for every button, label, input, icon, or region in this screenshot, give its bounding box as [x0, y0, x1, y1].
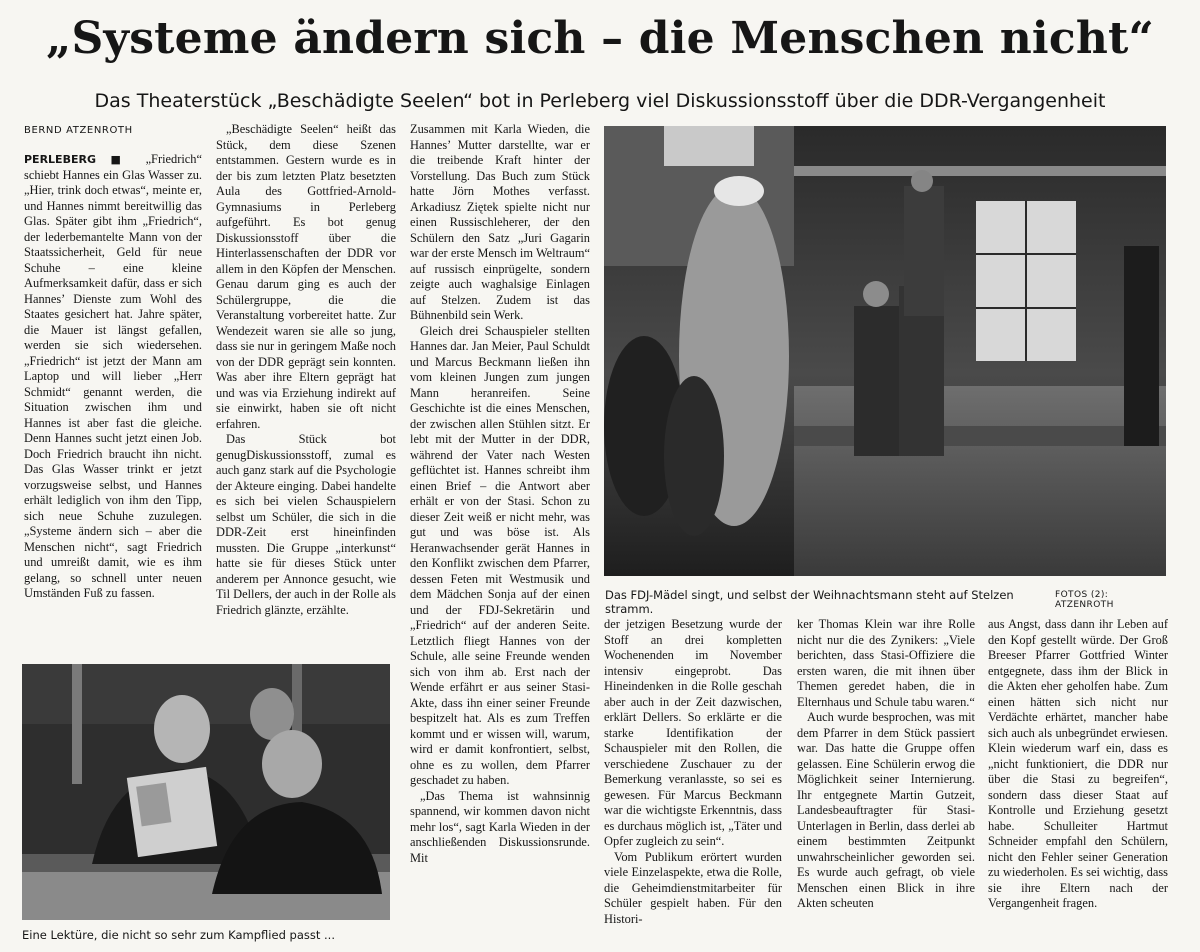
paragraph: der jetzigen Besetzung wurde der Stoff an drei kompletten Wochenenden im November intensiv eingeprobt. Das Hineindenken in die Rolle geschah aber auch in der Zeit dazwischen, erklärt Dellers. So erklärte er die starke Identifikation der Schauspieler mit den Rollen, die verschiedene Zuschauer zu der Bemerkung veranlasste, so sei es gewesen. Für Marcus Beckmann war die wichtigste Erkenntnis, dass es durchaus möglich ist, „Täter und Opfer zugleich zu sein“.	[604, 617, 782, 848]
stage-photo-caption: Das FDJ-Mädel singt, und selbst der Weihnachtsmann steht auf Stelzen stramm.	[605, 588, 1014, 616]
paragraph: „Friedrich“ schiebt Hannes ein Glas Wasser zu. „Hier, trink doch etwas“, meinte er, und Hannes nimmt bereitwillig das Glas. Später gibt ihm „Friedrich“, der lederbemantelte Mann von der Staatssicherheit, Geld für neue Schuhe – eine kleine Aufmerksamkeit dafür, dass er sich Hannes’ Dienste zum Wohl des Staates gesichert hat. Jahre später, die Mauer ist längst gefallen, werden sie sich wiedersehen. „Friedrich“ ist jetzt der Mann am Laptop und will lieber „Herr Schmidt“ genannt werden, die Situation zwischen ihm und Hannes ist aber fast die gleiche. Denn Hannes sucht jetzt einen Job. Doch Friedrich braucht ihn nicht. Das Glas Wasser trinkt er jetzt vorzugsweise selbst, und Hannes erhält lediglich von ihm den Tipp, sich neue Schuhe zuzulegen. „Systeme ändern sich – aber die Menschen nicht“, sagt Friedrich und umreißt damit, wie es ihm gelang, so schnell unter neuen Umständen Fuß zu fassen.	[24, 152, 202, 600]
byline: BERND ATZENROTH	[24, 125, 133, 136]
paragraph: Auch wurde besprochen, was mit dem Pfarrer in dem Stück passiert war. Das hatte die Gruppe offen gelassen. Eine Schülerin erwog die Möglichkeit seiner Internierung. Ihr entgegnete Martin Gutzeit, Landesbeauftragter für Stasi-Unterlagen in Berlin, dass derlei ab einem bestimmten Zeitpunkt unwahrscheinlicher geworden sei. Es wurde auch gefragt, ob viele Menschen einen Blick in ihre Akten scheuten	[797, 710, 975, 910]
paragraph: ker Thomas Klein war ihre Rolle nicht nur die des Zynikers: „Viele berichten, dass Stasi-Offiziere die ersten waren, die mit ihnen über Themen geredet haben, die in Elternhaus und Schule tabu waren.“	[797, 617, 975, 709]
paragraph: Gleich drei Schauspieler stellten Hannes dar. Jan Meier, Paul Schuldt und Marcus Beckmann ließen ihn vom kleinen Jungen zum jungen Mann heranreifen. Seine Geschichte ist die eines Menschen, der zwischen allen Stühlen sitzt. Er lebt mit der Mutter in der DDR, während der Vater nach Westen geflüchtet ist. Hannes schreibt ihm einen Brief – die Antwort aber erhält er von der Stasi. Schon zu dieser Zeit weiß er nicht mehr, was gut und was böse ist. Als Heranwachsender gerät Hannes in den Konflikt zwischen dem Pfarrer, dessen Feten mit Westmusik und dem Mädchen Sonja auf der einen und der FDJ-Sekretärin und „Friedrich“ auf der anderen Seite. Letztlich fliegt Hannes von der Schule, alle seine Freunde wenden sich von ihm ab. Erst nach der Wende erfährt er aus seiner Stasi-Akte, dass ihn einer seiner Freunde bespitzelt hat. Als es zum Treffen kommt und er wissen will, warum, wird er damit konfrontiert, selbst, ohne es zu wollen, dem Pfarrer geschadet zu haben.	[410, 323, 590, 787]
column-1	[24, 152, 202, 602]
headline: „Systeme ändern sich – die Menschen nicht“	[45, 13, 1155, 64]
reading-photo-caption: Eine Lektüre, die nicht so sehr zum Kampflied passt ...	[22, 928, 335, 942]
dateline: PERLEBERG ■	[24, 153, 132, 166]
reading-photo	[22, 664, 390, 920]
photo-credit: FOTOS (2): ATZENROTH	[1055, 590, 1114, 610]
paragraph: aus Angst, dass dann ihr Leben auf den Kopf gestellt würde. Der Groß Breeser Pfarrer Gottfried Winter entgegnete, dass ihm der Blick in die Akten eher geholfen habe. Zum einen hätten sich nicht nur Verdächte erhärtet, mancher habe sich auch als unbegründet erwiesen. Klein wiederum warf ein, dass es „nicht funktioniert, die DDR nur über die Stasi zu begreifen“, sondern dass dieser Staat auf Kontrolle und Erziehung gesetzt habe. Schulleiter Hartmut Schneider empfahl den Schülern, nicht den Fehler seiner Generation zu wiederholen. Es sei wichtig, dass sie ihre Eltern nach der Vergangenheit fragen.	[988, 617, 1168, 910]
paragraph: Vom Publikum erörtert wurden viele Einzelaspekte, etwa die Rolle, die Geheimdienstmitarbeiter für Schüler gespielt haben. Für den Histori-	[604, 849, 782, 926]
stage-photo-image	[604, 126, 1166, 576]
paragraph: Das Stück bot genugDiskussionsstoff, zumal es auch ganz stark auf die Psychologie der Akteure einging. Dabei handelte es sich bei vielen Schauspielern selbst um Schüler, die sich in die DDR-Zeit erst hineinfinden mussten. Die Gruppe „interkunst“ hatte sie für dieses Stück unter anderem per Annonce gesucht, wie Til Dellers, der auch in der Rolle als Friedrich glänzte, erzählte.	[216, 432, 396, 617]
stage-photo	[604, 126, 1166, 576]
column-4	[604, 617, 782, 927]
subheadline: Das Theaterstück „Beschädigte Seelen“ bot in Perleberg viel Diskussionsstoff über die DDR-Vergangenheit	[94, 90, 1106, 112]
paragraph: „Das Thema ist wahnsinnig spannend, wir kommen davon nicht mehr los“, sagt Karla Wieden in der anschließenden Diskussionsrunde. Mit	[410, 788, 590, 865]
paragraph: Zusammen mit Karla Wieden, die Hannes’ Mutter darstellte, war er die treibende Kraft hinter der Vorstellung. Das Buch zum Stück hatte Jörn Mothes verfasst. Arkadiusz Ziętek spielte nicht nur einen Russischleherer, der den Schülern den Satz „Juri Gagarin war der erste Mensch im Weltraum“ auf russisch einprügelte, sondern zeigte auch waghalsige Einlagen auf Stelzen. Zudem ist das Bühnenbild sein Werk.	[410, 122, 590, 322]
column-6	[988, 617, 1168, 912]
column-3	[410, 122, 590, 866]
column-2	[216, 122, 396, 618]
reading-photo-image	[22, 664, 390, 920]
column-5	[797, 617, 975, 912]
paragraph: „Beschädigte Seelen“ heißt das Stück, dem diese Szenen entstammen. Gestern wurde es in der bis zum letzten Platz besetzten Aula des Gottfried-Arnold-Gymnasiums in Perleberg aufgeführt. Es bot genug Diskussionsstoff über die Hinterlassenschaften der DDR vor allem in den Köpfen der Menschen. Genau darum ging es auch der Schülergruppe, die die Veranstaltung vorbereitet hatte. Zur Wendezeit waren sie alle so jung, dass sie nur in geringem Maße noch von der DDR geprägt sein konnten. Was aber ihre Eltern geprägt hat und was via Erziehung indirekt auf sie einwirkt, haben sie oft nicht erfahren.	[216, 122, 396, 431]
